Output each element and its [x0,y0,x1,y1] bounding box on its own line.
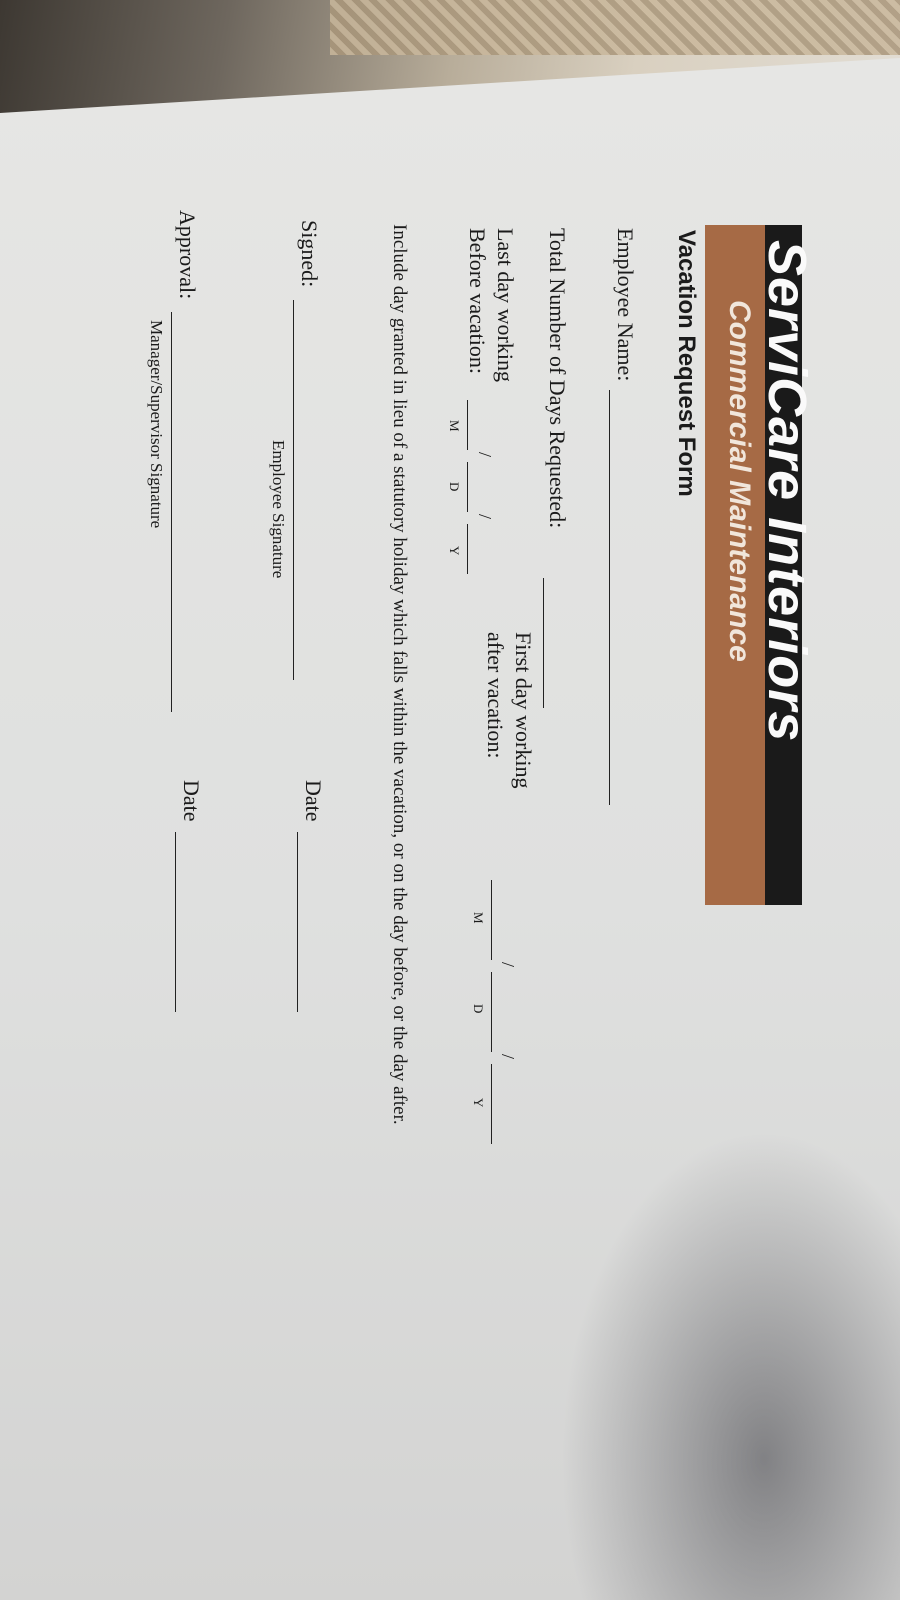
employee-name-field[interactable] [609,390,610,805]
first-day-month-field[interactable] [491,880,492,960]
signed-date-label: Date [301,780,326,822]
day-caption: D [471,1004,486,1014]
employee-signature-caption: Employee Signature [269,440,288,579]
signed-label: Signed: [297,220,322,288]
holiday-note: Include day granted in lieu of a statutory holiday which falls within the vacation, or on the day before, or the day after. [389,224,410,1125]
month-caption: M [471,912,486,924]
total-days-field[interactable] [543,578,544,708]
manager-signature-field[interactable] [171,312,172,712]
last-day-label-line2: Before vacation: [465,228,490,374]
last-day-month-field[interactable] [467,400,468,450]
date-slash: / [475,514,495,520]
first-day-year-field[interactable] [491,1064,492,1144]
company-name: ServiCare Interiors [757,240,817,743]
year-caption: Y [471,1098,486,1108]
first-day-label-line1: First day working [511,632,536,789]
signed-date-field[interactable] [297,832,298,1012]
last-day-year-field[interactable] [467,524,468,574]
month-caption: M [447,420,462,432]
manager-signature-caption: Manager/Supervisor Signature [147,320,166,529]
first-day-day-field[interactable] [491,972,492,1052]
approval-label: Approval: [175,210,200,300]
date-slash: / [475,452,495,458]
date-slash: / [498,962,518,968]
day-caption: D [447,482,462,492]
company-subtitle: Commercial Maintenance [723,300,756,662]
employee-signature-field[interactable] [293,300,294,680]
year-caption: Y [447,546,462,556]
date-slash: / [498,1054,518,1060]
approval-date-label: Date [179,780,204,822]
total-days-label: Total Number of Days Requested: [545,228,570,529]
form-title: Vacation Request Form [673,230,700,497]
approval-date-field[interactable] [175,832,176,1012]
first-day-label-line2: after vacation: [483,632,508,759]
last-day-day-field[interactable] [467,462,468,512]
hand-shadow [560,1130,900,1600]
employee-name-label: Employee Name: [613,228,638,382]
last-day-label-line1: Last day working [493,228,518,382]
